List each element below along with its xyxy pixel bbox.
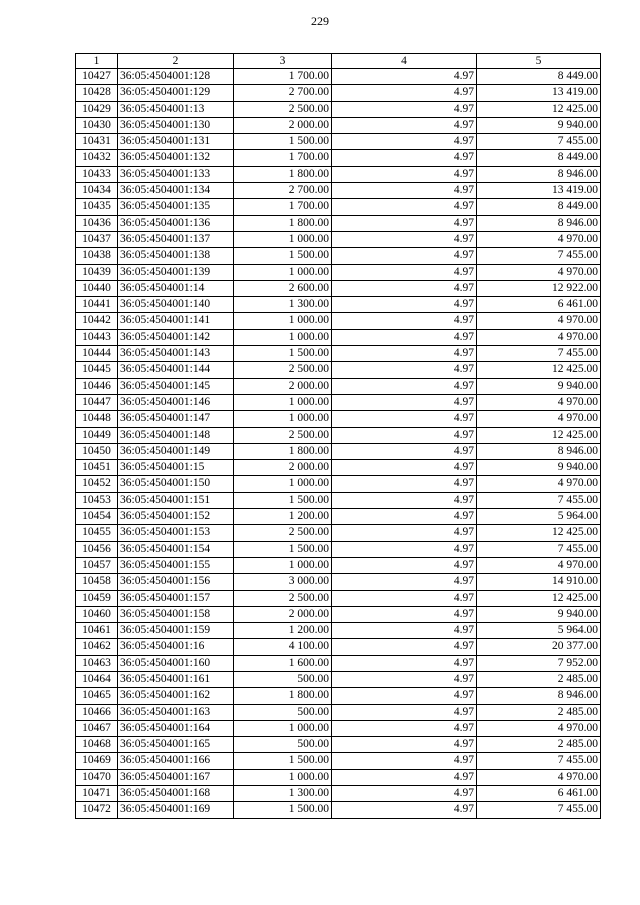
cadastral-number: 36:05:4504001:143 — [118, 346, 234, 362]
rate-value: 4.97 — [332, 297, 477, 313]
area-value: 2 000.00 — [234, 378, 332, 394]
row-number: 10445 — [76, 362, 118, 378]
amount-value: 7 455.00 — [477, 492, 601, 508]
table-row — [76, 574, 601, 590]
rate-value: 4.97 — [332, 443, 477, 459]
row-number: 10431 — [76, 134, 118, 150]
table-row — [76, 623, 601, 639]
cadastral-number: 36:05:4504001:136 — [118, 215, 234, 231]
table-row — [76, 525, 601, 541]
area-value: 1 000.00 — [234, 231, 332, 247]
amount-value: 13 419.00 — [477, 183, 601, 199]
table-row — [76, 166, 601, 182]
area-value: 3 000.00 — [234, 574, 332, 590]
amount-value: 9 940.00 — [477, 606, 601, 622]
table-row — [76, 786, 601, 802]
cadastral-number: 36:05:4504001:130 — [118, 117, 234, 133]
row-number: 10437 — [76, 231, 118, 247]
cadastral-number: 36:05:4504001:157 — [118, 590, 234, 606]
rate-value: 4.97 — [332, 150, 477, 166]
row-number: 10456 — [76, 541, 118, 557]
cadastral-number: 36:05:4504001:152 — [118, 509, 234, 525]
area-value: 500.00 — [234, 671, 332, 687]
amount-value: 5 964.00 — [477, 623, 601, 639]
rate-value: 4.97 — [332, 264, 477, 280]
rate-value: 4.97 — [332, 329, 477, 345]
cadastral-number: 36:05:4504001:158 — [118, 606, 234, 622]
cadastral-number: 36:05:4504001:168 — [118, 786, 234, 802]
area-value: 1 300.00 — [234, 786, 332, 802]
row-number: 10433 — [76, 166, 118, 182]
amount-value: 4 970.00 — [477, 231, 601, 247]
row-number: 10429 — [76, 101, 118, 117]
row-number: 10457 — [76, 557, 118, 573]
area-value: 1 000.00 — [234, 329, 332, 345]
rate-value: 4.97 — [332, 378, 477, 394]
cadastral-number: 36:05:4504001:150 — [118, 476, 234, 492]
table-row — [76, 688, 601, 704]
row-number: 10459 — [76, 590, 118, 606]
amount-value: 2 485.00 — [477, 671, 601, 687]
table-row — [76, 753, 601, 769]
cadastral-number: 36:05:4504001:165 — [118, 737, 234, 753]
amount-value: 5 964.00 — [477, 509, 601, 525]
amount-value: 9 940.00 — [477, 117, 601, 133]
rate-value: 4.97 — [332, 802, 477, 818]
rate-value: 4.97 — [332, 69, 477, 85]
area-value: 1 500.00 — [234, 492, 332, 508]
area-value: 1 000.00 — [234, 394, 332, 410]
row-number: 10442 — [76, 313, 118, 329]
cadastral-number: 36:05:4504001:166 — [118, 753, 234, 769]
area-value: 1 800.00 — [234, 688, 332, 704]
table-row — [76, 394, 601, 410]
area-value: 2 500.00 — [234, 362, 332, 378]
table-row — [76, 443, 601, 459]
cadastral-number: 36:05:4504001:156 — [118, 574, 234, 590]
rate-value: 4.97 — [332, 199, 477, 215]
row-number: 10450 — [76, 443, 118, 459]
amount-value: 6 461.00 — [477, 297, 601, 313]
amount-value: 9 940.00 — [477, 378, 601, 394]
table-row — [76, 541, 601, 557]
rate-value: 4.97 — [332, 623, 477, 639]
row-number: 10470 — [76, 769, 118, 785]
rate-value: 4.97 — [332, 248, 477, 264]
area-value: 1 500.00 — [234, 346, 332, 362]
table-row — [76, 704, 601, 720]
row-number: 10471 — [76, 786, 118, 802]
cadastral-number: 36:05:4504001:134 — [118, 183, 234, 199]
cadastral-number: 36:05:4504001:140 — [118, 297, 234, 313]
amount-value: 4 970.00 — [477, 476, 601, 492]
area-value: 1 800.00 — [234, 215, 332, 231]
table-row — [76, 362, 601, 378]
table-row — [76, 85, 601, 101]
area-value: 1 700.00 — [234, 69, 332, 85]
table-row — [76, 427, 601, 443]
table-row — [76, 329, 601, 345]
table-row — [76, 231, 601, 247]
amount-value: 2 485.00 — [477, 737, 601, 753]
row-number: 10458 — [76, 574, 118, 590]
rate-value: 4.97 — [332, 166, 477, 182]
table-row — [76, 280, 601, 296]
rate-value: 4.97 — [332, 590, 477, 606]
amount-value: 8 449.00 — [477, 150, 601, 166]
rate-value: 4.97 — [332, 394, 477, 410]
cadastral-number: 36:05:4504001:155 — [118, 557, 234, 573]
area-value: 500.00 — [234, 737, 332, 753]
row-number: 10443 — [76, 329, 118, 345]
cadastral-number: 36:05:4504001:164 — [118, 720, 234, 736]
amount-value: 20 377.00 — [477, 639, 601, 655]
cadastral-number: 36:05:4504001:167 — [118, 769, 234, 785]
cadastral-number: 36:05:4504001:132 — [118, 150, 234, 166]
cadastral-number: 36:05:4504001:160 — [118, 655, 234, 671]
amount-value: 7 455.00 — [477, 346, 601, 362]
table-row — [76, 69, 601, 85]
area-value: 1 000.00 — [234, 313, 332, 329]
row-number: 10463 — [76, 655, 118, 671]
table-row — [76, 150, 601, 166]
amount-value: 8 449.00 — [477, 199, 601, 215]
area-value: 1 000.00 — [234, 411, 332, 427]
table-row — [76, 346, 601, 362]
amount-value: 2 485.00 — [477, 704, 601, 720]
amount-value: 12 425.00 — [477, 590, 601, 606]
rate-value: 4.97 — [332, 183, 477, 199]
table-row — [76, 606, 601, 622]
row-number: 10427 — [76, 69, 118, 85]
area-value: 2 700.00 — [234, 85, 332, 101]
table-row — [76, 737, 601, 753]
amount-value: 8 946.00 — [477, 215, 601, 231]
rate-value: 4.97 — [332, 427, 477, 443]
amount-value: 7 455.00 — [477, 134, 601, 150]
rate-value: 4.97 — [332, 509, 477, 525]
table-row — [76, 199, 601, 215]
header-col-3: 3 — [234, 54, 332, 69]
table-row — [76, 183, 601, 199]
cadastral-number: 36:05:4504001:145 — [118, 378, 234, 394]
cadastral-number: 36:05:4504001:16 — [118, 639, 234, 655]
row-number: 10448 — [76, 411, 118, 427]
row-number: 10455 — [76, 525, 118, 541]
amount-value: 14 910.00 — [477, 574, 601, 590]
table-row — [76, 492, 601, 508]
table-row — [76, 215, 601, 231]
cadastral-number: 36:05:4504001:129 — [118, 85, 234, 101]
cadastral-number: 36:05:4504001:151 — [118, 492, 234, 508]
rate-value: 4.97 — [332, 655, 477, 671]
area-value: 1 300.00 — [234, 297, 332, 313]
area-value: 2 500.00 — [234, 427, 332, 443]
area-value: 1 800.00 — [234, 166, 332, 182]
row-number: 10462 — [76, 639, 118, 655]
amount-value: 4 970.00 — [477, 313, 601, 329]
amount-value: 4 970.00 — [477, 394, 601, 410]
row-number: 10453 — [76, 492, 118, 508]
rate-value: 4.97 — [332, 671, 477, 687]
area-value: 1 000.00 — [234, 476, 332, 492]
amount-value: 8 946.00 — [477, 166, 601, 182]
area-value: 1 000.00 — [234, 557, 332, 573]
table-row — [76, 248, 601, 264]
row-number: 10465 — [76, 688, 118, 704]
rate-value: 4.97 — [332, 231, 477, 247]
rate-value: 4.97 — [332, 346, 477, 362]
cadastral-number: 36:05:4504001:14 — [118, 280, 234, 296]
table-row — [76, 557, 601, 573]
cadastral-number: 36:05:4504001:137 — [118, 231, 234, 247]
cadastral-number: 36:05:4504001:15 — [118, 460, 234, 476]
cadastral-number: 36:05:4504001:141 — [118, 313, 234, 329]
area-value: 1 700.00 — [234, 150, 332, 166]
row-number: 10435 — [76, 199, 118, 215]
table-row — [76, 313, 601, 329]
rate-value: 4.97 — [332, 460, 477, 476]
rate-value: 4.97 — [332, 411, 477, 427]
cadastral-number: 36:05:4504001:146 — [118, 394, 234, 410]
cadastral-number: 36:05:4504001:147 — [118, 411, 234, 427]
cadastral-number: 36:05:4504001:144 — [118, 362, 234, 378]
table-row — [76, 655, 601, 671]
cadastral-number: 36:05:4504001:135 — [118, 199, 234, 215]
amount-value: 4 970.00 — [477, 329, 601, 345]
area-value: 1 000.00 — [234, 769, 332, 785]
table-row — [76, 411, 601, 427]
cadastral-number: 36:05:4504001:133 — [118, 166, 234, 182]
rate-value: 4.97 — [332, 704, 477, 720]
area-value: 1 500.00 — [234, 541, 332, 557]
amount-value: 12 922.00 — [477, 280, 601, 296]
rate-value: 4.97 — [332, 525, 477, 541]
land-parcel-table — [75, 53, 601, 819]
amount-value: 6 461.00 — [477, 786, 601, 802]
row-number: 10439 — [76, 264, 118, 280]
cadastral-number: 36:05:4504001:159 — [118, 623, 234, 639]
amount-value: 13 419.00 — [477, 85, 601, 101]
row-number: 10454 — [76, 509, 118, 525]
header-col-5: 5 — [477, 54, 601, 69]
table-row — [76, 117, 601, 133]
amount-value: 4 970.00 — [477, 769, 601, 785]
area-value: 1 600.00 — [234, 655, 332, 671]
rate-value: 4.97 — [332, 720, 477, 736]
table-row — [76, 802, 601, 818]
rate-value: 4.97 — [332, 85, 477, 101]
table-row — [76, 590, 601, 606]
row-number: 10460 — [76, 606, 118, 622]
table-row — [76, 476, 601, 492]
cadastral-number: 36:05:4504001:162 — [118, 688, 234, 704]
table-row — [76, 720, 601, 736]
amount-value: 8 449.00 — [477, 69, 601, 85]
cadastral-number: 36:05:4504001:13 — [118, 101, 234, 117]
rate-value: 4.97 — [332, 117, 477, 133]
table-body — [76, 69, 601, 819]
amount-value: 4 970.00 — [477, 264, 601, 280]
cadastral-number: 36:05:4504001:169 — [118, 802, 234, 818]
area-value: 2 700.00 — [234, 183, 332, 199]
amount-value: 7 952.00 — [477, 655, 601, 671]
table-row — [76, 297, 601, 313]
cadastral-number: 36:05:4504001:149 — [118, 443, 234, 459]
area-value: 2 000.00 — [234, 117, 332, 133]
amount-value: 12 425.00 — [477, 525, 601, 541]
table-row — [76, 769, 601, 785]
rate-value: 4.97 — [332, 606, 477, 622]
area-value: 4 100.00 — [234, 639, 332, 655]
rate-value: 4.97 — [332, 753, 477, 769]
row-number: 10430 — [76, 117, 118, 133]
area-value: 500.00 — [234, 704, 332, 720]
area-value: 1 500.00 — [234, 753, 332, 769]
amount-value: 7 455.00 — [477, 802, 601, 818]
area-value: 1 500.00 — [234, 802, 332, 818]
amount-value: 8 946.00 — [477, 688, 601, 704]
row-number: 10446 — [76, 378, 118, 394]
row-number: 10449 — [76, 427, 118, 443]
area-value: 1 500.00 — [234, 134, 332, 150]
amount-value: 4 970.00 — [477, 557, 601, 573]
page-number: 229 — [311, 14, 329, 28]
cadastral-number: 36:05:4504001:128 — [118, 69, 234, 85]
cadastral-number: 36:05:4504001:148 — [118, 427, 234, 443]
area-value: 1 500.00 — [234, 248, 332, 264]
row-number: 10468 — [76, 737, 118, 753]
table-row — [76, 509, 601, 525]
area-value: 1 200.00 — [234, 509, 332, 525]
row-number: 10444 — [76, 346, 118, 362]
area-value: 1 000.00 — [234, 264, 332, 280]
table-row — [76, 378, 601, 394]
rate-value: 4.97 — [332, 688, 477, 704]
row-number: 10428 — [76, 85, 118, 101]
rate-value: 4.97 — [332, 541, 477, 557]
header-col-1: 1 — [76, 54, 118, 69]
area-value: 1 800.00 — [234, 443, 332, 459]
rate-value: 4.97 — [332, 574, 477, 590]
header-col-2: 2 — [118, 54, 234, 69]
table-row — [76, 671, 601, 687]
row-number: 10472 — [76, 802, 118, 818]
row-number: 10461 — [76, 623, 118, 639]
rate-value: 4.97 — [332, 101, 477, 117]
cadastral-number: 36:05:4504001:154 — [118, 541, 234, 557]
amount-value: 7 455.00 — [477, 753, 601, 769]
area-value: 2 500.00 — [234, 525, 332, 541]
table-row — [76, 134, 601, 150]
cadastral-number: 36:05:4504001:139 — [118, 264, 234, 280]
amount-value: 7 455.00 — [477, 248, 601, 264]
row-number: 10467 — [76, 720, 118, 736]
area-value: 2 600.00 — [234, 280, 332, 296]
table-row — [76, 460, 601, 476]
row-number: 10447 — [76, 394, 118, 410]
row-number: 10432 — [76, 150, 118, 166]
rate-value: 4.97 — [332, 362, 477, 378]
row-number: 10440 — [76, 280, 118, 296]
rate-value: 4.97 — [332, 280, 477, 296]
rate-value: 4.97 — [332, 215, 477, 231]
cadastral-number: 36:05:4504001:163 — [118, 704, 234, 720]
row-number: 10441 — [76, 297, 118, 313]
amount-value: 9 940.00 — [477, 460, 601, 476]
row-number: 10436 — [76, 215, 118, 231]
rate-value: 4.97 — [332, 786, 477, 802]
area-value: 1 700.00 — [234, 199, 332, 215]
cadastral-number: 36:05:4504001:142 — [118, 329, 234, 345]
cadastral-number: 36:05:4504001:153 — [118, 525, 234, 541]
rate-value: 4.97 — [332, 492, 477, 508]
amount-value: 8 946.00 — [477, 443, 601, 459]
row-number: 10434 — [76, 183, 118, 199]
rate-value: 4.97 — [332, 737, 477, 753]
area-value: 1 200.00 — [234, 623, 332, 639]
rate-value: 4.97 — [332, 639, 477, 655]
table-row — [76, 264, 601, 280]
amount-value: 7 455.00 — [477, 541, 601, 557]
area-value: 2 500.00 — [234, 590, 332, 606]
cadastral-number: 36:05:4504001:131 — [118, 134, 234, 150]
area-value: 2 000.00 — [234, 606, 332, 622]
amount-value: 4 970.00 — [477, 720, 601, 736]
rate-value: 4.97 — [332, 313, 477, 329]
rate-value: 4.97 — [332, 769, 477, 785]
table-row — [76, 101, 601, 117]
rate-value: 4.97 — [332, 134, 477, 150]
row-number: 10438 — [76, 248, 118, 264]
rate-value: 4.97 — [332, 476, 477, 492]
row-number: 10466 — [76, 704, 118, 720]
table-row — [76, 639, 601, 655]
area-value: 1 000.00 — [234, 720, 332, 736]
row-number: 10464 — [76, 671, 118, 687]
table-header — [76, 54, 601, 69]
amount-value: 12 425.00 — [477, 101, 601, 117]
row-number: 10469 — [76, 753, 118, 769]
area-value: 2 000.00 — [234, 460, 332, 476]
row-number: 10451 — [76, 460, 118, 476]
header-row — [76, 54, 601, 69]
cadastral-number: 36:05:4504001:138 — [118, 248, 234, 264]
amount-value: 12 425.00 — [477, 362, 601, 378]
area-value: 2 500.00 — [234, 101, 332, 117]
amount-value: 12 425.00 — [477, 427, 601, 443]
header-col-4: 4 — [332, 54, 477, 69]
cadastral-number: 36:05:4504001:161 — [118, 671, 234, 687]
row-number: 10452 — [76, 476, 118, 492]
rate-value: 4.97 — [332, 557, 477, 573]
amount-value: 4 970.00 — [477, 411, 601, 427]
